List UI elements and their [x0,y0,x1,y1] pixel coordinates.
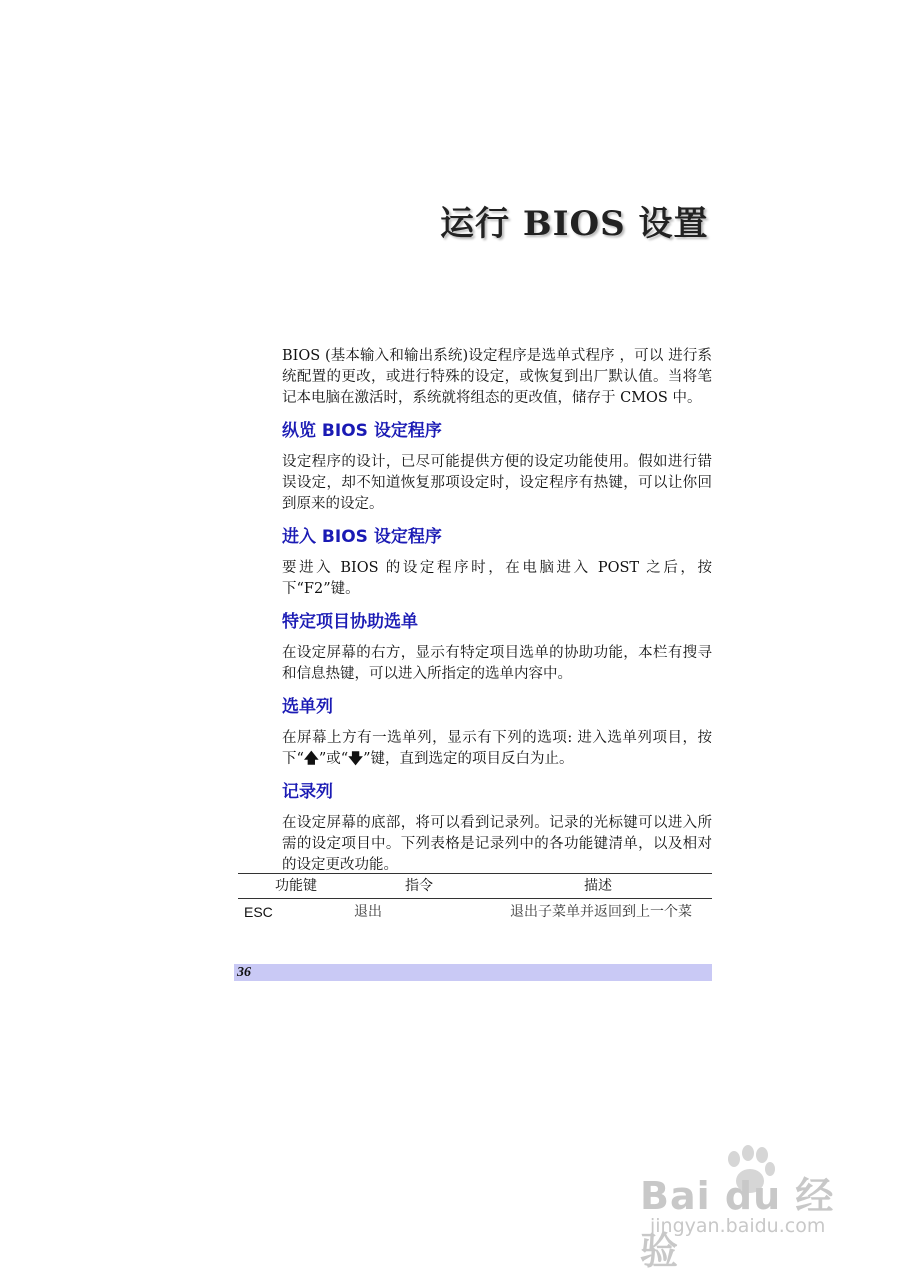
section-heading-overview: 纵览 BIOS 设定程序 [282,421,442,441]
section-body-status-bar: 在设定屏幕的底部，将可以看到记录列。记录的光标键可以进入所需的设定项目中。下列表格是记录列中的各功能键清单，以及相对的设定更改功能。 [282,815,712,873]
watermark-url: jingyan.baidu.com [650,1215,826,1237]
table-header-command: 指令 [354,874,484,899]
menu-bar-text-b: ”或“ [318,751,349,767]
watermark-logo-text: Bai du 经验 [640,1174,835,1273]
arrow-down-icon: 🡇 [348,751,364,767]
menu-bar-text-c: ”键，直到选定的项目反白为止。 [363,751,574,767]
baidu-watermark [640,1145,870,1273]
table-cell-command: 退出 [354,904,382,920]
section-heading-menu-bar: 选单列 [282,697,333,717]
page-footer-bar [234,964,712,981]
table-header-row [238,874,712,899]
table-cell-description: 退出子菜单并返回到上一个菜 [510,904,692,920]
section-heading-enter: 进入 BIOS 设定程序 [282,527,442,547]
arrow-up-icon: 🡅 [303,751,319,767]
section-body-menu-bar [282,728,712,770]
table-header-description: 描述 [484,874,712,899]
section-body-overview: 设定程序的设计，已尽可能提供方便的设定功能使用。假如进行错误设定，却不知道恢复那项设定时，设定程序有热键，可以让你回到原来的设定。 [282,454,712,512]
section-body-enter: 要进入 BIOS 的设定程序时，在电脑进入 POST 之后，按下“F2”键。 [282,560,712,597]
table-header-key: 功能键 [238,874,354,899]
page-title: 运行 BIOS 设置 [440,204,709,244]
main-content [282,346,712,876]
table-cell-key: ESC [244,904,273,920]
section-heading-item-help: 特定项目协助选单 [282,612,418,632]
hotkey-table [238,873,712,923]
intro-paragraph: BIOS (基本输入和输出系统)设定程序是选单式程序 ，可以 进行系统配置的更改，或进行特殊的设定，或恢复到出厂默认值。当将笔记本电脑在激活时，系统就将组态的更改值，储存于 CMOS 中。 [282,348,712,406]
page-number: 36 [237,965,251,980]
menu-bar-text-a: 在屏幕上方有一选单列，显示有下列的选项: 进入选单列项目，按下“ [282,730,712,767]
table-row [238,899,712,924]
section-heading-status-bar: 记录列 [282,782,333,802]
section-body-item-help: 在设定屏幕的右方，显示有特定项目选单的协助功能，本栏有搜寻和信息热键，可以进入所指定的选单内容中。 [282,645,712,682]
